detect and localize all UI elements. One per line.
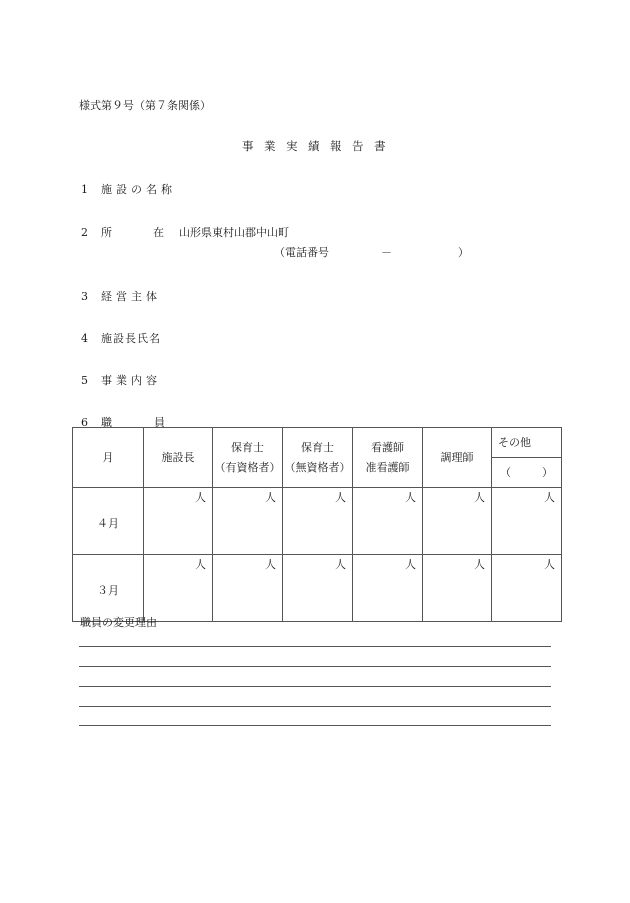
item-label: 経営主体: [101, 290, 161, 303]
cell-other[interactable]: [492, 488, 562, 555]
header-nurse: [353, 428, 423, 488]
header-director: 施設長: [144, 428, 213, 488]
unit-label: 人: [474, 491, 485, 504]
cell-director[interactable]: [144, 488, 213, 555]
item-business-content: [81, 372, 161, 388]
header-line: （無資格者）: [284, 460, 351, 474]
header-line: （有資格者）: [214, 460, 281, 474]
paren-open: （: [500, 465, 511, 479]
header-line: 保育士: [301, 440, 334, 454]
paren-close: ）: [542, 465, 553, 479]
item-label-part: 所: [101, 226, 112, 239]
reason-line[interactable]: [79, 646, 551, 647]
cell-cook[interactable]: [423, 555, 492, 622]
header-line: 准看護師: [365, 460, 410, 474]
cell-nurse[interactable]: [353, 488, 423, 555]
document-title: 事業実績報告書: [242, 139, 396, 153]
table-row: [73, 555, 562, 622]
header-cook: 調理師: [423, 428, 492, 488]
phone-close-paren: ）: [458, 246, 469, 259]
item-director-name: [81, 330, 161, 346]
staff-change-reason-label: 職員の変更理由: [80, 616, 157, 629]
item-address: [81, 224, 289, 240]
header-line: 看護師: [371, 440, 404, 454]
unit-label: 人: [544, 558, 555, 571]
header-childcare-unqualified: [283, 428, 353, 488]
table-row: [73, 488, 562, 555]
item-number: 1: [81, 183, 88, 196]
cell-nurse[interactable]: [353, 555, 423, 622]
unit-label: 人: [335, 491, 346, 504]
unit-label: 人: [405, 491, 416, 504]
unit-label: 人: [265, 491, 276, 504]
item-number: 5: [81, 374, 88, 387]
item-number: 6: [81, 416, 88, 429]
item-label-part: 在: [153, 226, 164, 239]
header-other: その他: [492, 428, 562, 458]
cell-childcare-qualified[interactable]: [213, 555, 283, 622]
cell-childcare-qualified[interactable]: [213, 488, 283, 555]
item-label: 施設長氏名: [101, 332, 161, 345]
phone-number-line: [274, 244, 469, 260]
item-facility-name: [81, 181, 176, 197]
unit-label: 人: [474, 558, 485, 571]
unit-label: 人: [195, 491, 206, 504]
unit-label: 人: [405, 558, 416, 571]
reason-line[interactable]: [79, 686, 551, 687]
table-header-row: [73, 428, 562, 458]
reason-line[interactable]: [79, 666, 551, 667]
staff-table: [72, 427, 562, 622]
phone-label: （電話番号: [274, 246, 329, 259]
item-label: 施設の名称: [101, 183, 176, 196]
item-number: 2: [81, 226, 88, 239]
cell-childcare-unqualified[interactable]: [283, 555, 353, 622]
item-label: 事業内容: [101, 374, 161, 387]
phone-dash: －: [381, 246, 392, 259]
item-operator: [81, 288, 161, 304]
item-label-part: 員: [154, 416, 165, 429]
form-number: 様式第９号（第７条関係）: [79, 99, 211, 112]
row-month: ４月: [73, 488, 144, 555]
item-number: 3: [81, 290, 88, 303]
cell-cook[interactable]: [423, 488, 492, 555]
header-line: 保育士: [231, 440, 264, 454]
reason-line[interactable]: [79, 725, 551, 726]
item-label-part: 職: [101, 416, 112, 429]
unit-label: 人: [195, 558, 206, 571]
unit-label: 人: [335, 558, 346, 571]
header-month: 月: [73, 428, 144, 488]
header-childcare-qualified: [213, 428, 283, 488]
cell-childcare-unqualified[interactable]: [283, 488, 353, 555]
reason-line[interactable]: [79, 706, 551, 707]
header-other-specify[interactable]: [492, 458, 562, 488]
item-number: 4: [81, 332, 88, 345]
address-value: 山形県東村山郡中山町: [179, 226, 289, 239]
cell-other[interactable]: [492, 555, 562, 622]
row-month: ３月: [73, 555, 144, 622]
unit-label: 人: [265, 558, 276, 571]
cell-director[interactable]: [144, 555, 213, 622]
unit-label: 人: [544, 491, 555, 504]
